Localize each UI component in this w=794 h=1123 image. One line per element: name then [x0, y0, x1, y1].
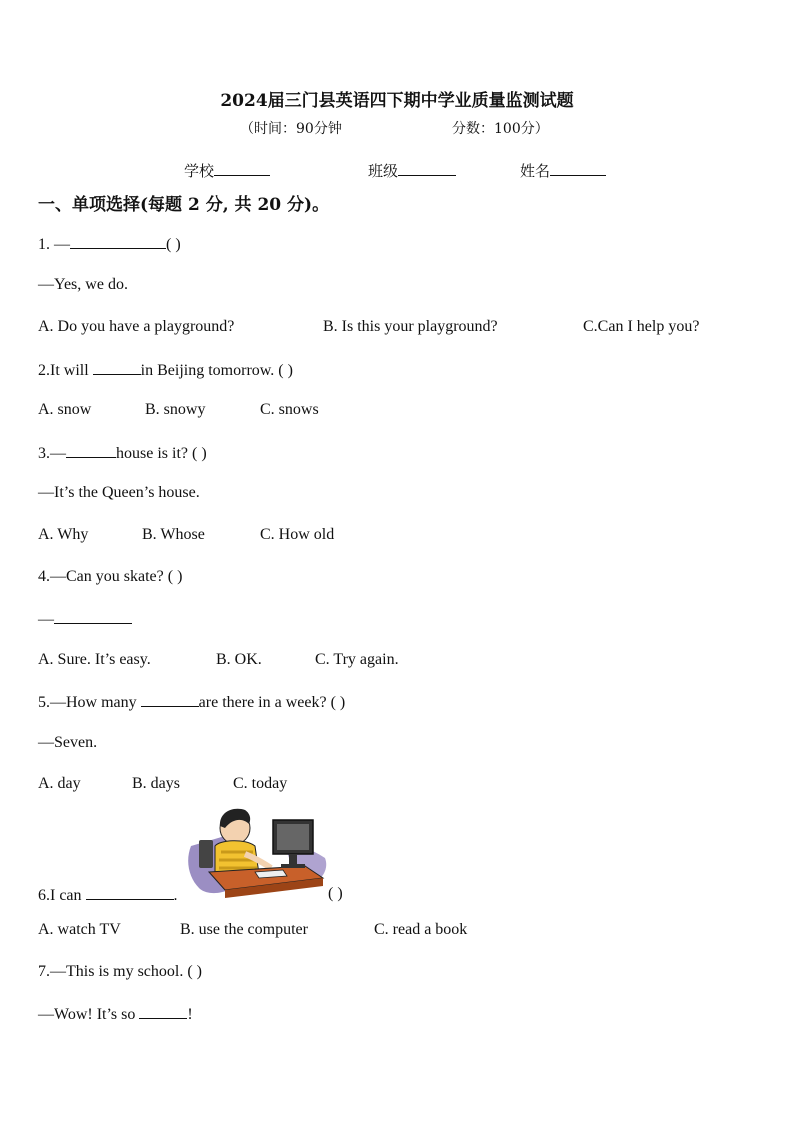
question-2 [38, 360, 293, 380]
question-4: 4.—Can you skate? ( ) [38, 568, 183, 585]
q7-reply-suffix: ! [187, 1006, 193, 1023]
q5-option-c: C. today [233, 775, 288, 792]
q3-prefix: 3.— [38, 445, 66, 462]
q3-option-c: C. How old [260, 526, 335, 543]
section-heading: 一、单项选择(每题 2 分, 共 20 分)。 [38, 195, 330, 215]
q4-option-a: A. Sure. It’s easy. [38, 651, 151, 668]
q4-option-c: C. Try again. [315, 651, 399, 668]
exam-time: （时间：90分钟 [240, 121, 342, 137]
question-7: 7.—This is my school. ( ) [38, 963, 202, 980]
q3-suffix: house is it? ( ) [116, 445, 207, 462]
q5-option-b: B. days [132, 775, 180, 792]
q3-option-b: B. Whose [142, 526, 205, 543]
question-1 [38, 234, 181, 254]
school-field [184, 160, 270, 181]
q1-option-c: C.Can I help you? [583, 318, 700, 335]
q3-option-a: A. Why [38, 526, 89, 543]
q6-option-b: B. use the computer [180, 921, 308, 938]
school-label: 学校 [184, 162, 215, 180]
q6-suffix: . [173, 887, 178, 904]
q1-prefix: 1. — [38, 236, 70, 253]
question-3 [38, 443, 207, 463]
q2-option-b: B. snowy [145, 401, 206, 418]
q5-suffix: are there in a week? ( ) [198, 694, 346, 711]
q4-reply-prefix: — [38, 611, 54, 628]
q1-option-b: B. Is this your playground? [323, 318, 498, 335]
q1-reply: —Yes, we do. [38, 276, 128, 293]
q1-option-a: A. Do you have a playground? [38, 318, 235, 335]
boy-using-computer-illustration [185, 806, 330, 898]
class-field [368, 160, 456, 181]
q3-reply: —It’s the Queen’s house. [38, 484, 200, 501]
q6-prefix: 6.I can [38, 887, 86, 904]
q2-prefix: 2.It will [38, 362, 93, 379]
q2-option-c: C. snows [260, 401, 319, 418]
q6-option-c: C. read a book [374, 921, 468, 938]
q1-suffix: ( ) [166, 236, 181, 253]
q5-option-a: A. day [38, 775, 81, 792]
name-field [520, 160, 606, 181]
q6-answer-paren: ( ) [328, 885, 343, 902]
class-label: 班级 [368, 162, 399, 180]
q6-option-a: A. watch TV [38, 921, 121, 938]
exam-score: 分数：100分） [452, 121, 549, 137]
q2-suffix: in Beijing tomorrow. ( ) [140, 362, 293, 379]
q7-reply-prefix: —Wow! It’s so [38, 1006, 140, 1023]
q7-reply [38, 1004, 193, 1024]
question-6 [38, 885, 178, 905]
q2-option-a: A. snow [38, 401, 92, 418]
name-label: 姓名 [520, 162, 551, 180]
q4-option-b: B. OK. [216, 651, 262, 668]
q5-reply: —Seven. [38, 734, 98, 751]
page-title: 2024届三门县英语四下期中学业质量监测试题 [220, 91, 574, 111]
q4-reply [38, 609, 132, 629]
question-5 [38, 692, 345, 712]
q5-prefix: 5.—How many [38, 694, 141, 711]
